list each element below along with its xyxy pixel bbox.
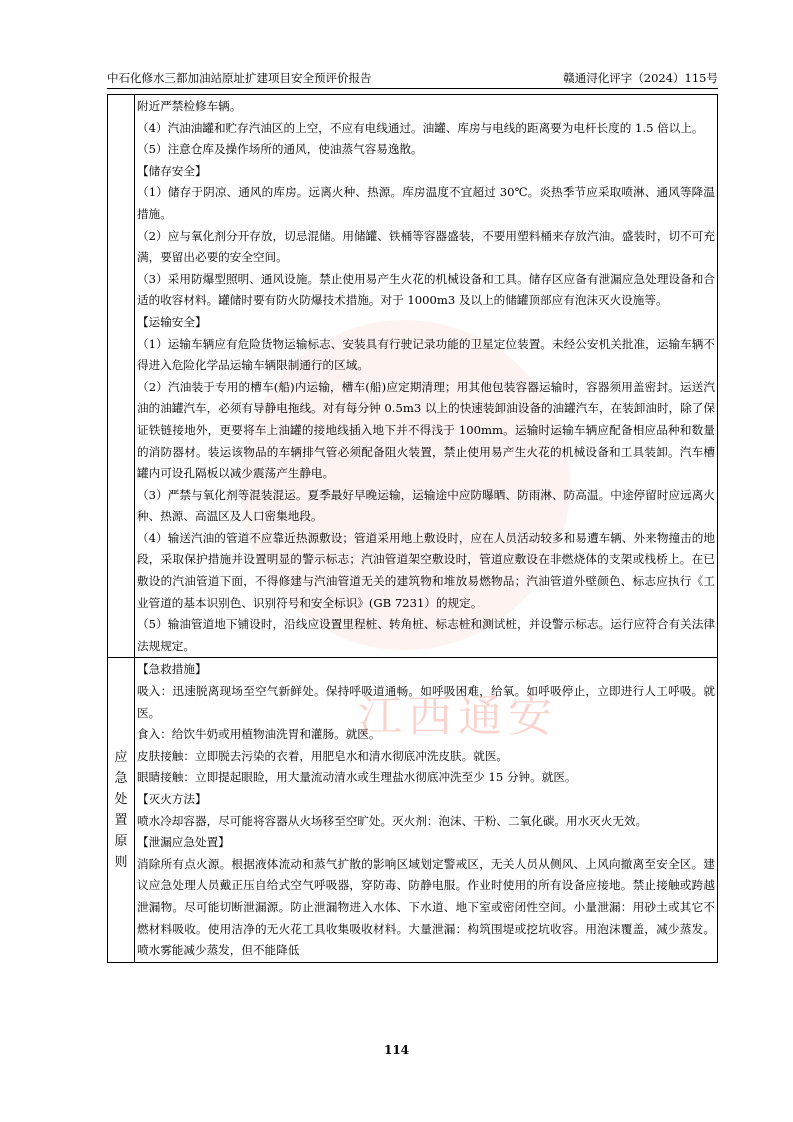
paragraph: （3）严禁与氧化剂等混装混运。夏季最好早晚运输，运输途中应防曝晒、防雨淋、防高温。中途停留时应远离火种、热源、高温区及人口密集地段。 [137, 487, 715, 524]
paragraph: （4）输送汽油的管道不应靠近热源敷设；管道采用地上敷设时，应在人员活动较多和易遭车辆、外来物撞击的地段，采取保护措施并设置明显的警示标志；汽油管道架空敷设时，管道应敷设在非燃烧体的支架或栈桥上。在已敷设的汽油管道下面，不得修建与汽油管道无关的建筑物和堆放易燃物品；汽油管道外壁颜色、标志应执行《工业管道的基本识别色、识别符号和安全标识》(GB 7231）的规定。 [137, 530, 715, 610]
row-label-emergency [108, 658, 135, 961]
paragraph: （5）注意仓库及操作场所的通风，使油蒸气容易逸散。 [137, 142, 423, 157]
paragraph: （4）汽油油罐和贮存汽油区的上空，不应有电线通过。油罐、库房与电线的距离要为电杆长度的 1.5 倍以上。 [137, 120, 704, 135]
label-char: 处 [114, 792, 128, 808]
paragraph: 消除所有点火源。根据液体流动和蒸气扩散的影响区域划定警戒区，无关人员从侧风、上风向撤离至安全区。建议应急处理人员戴正压自给式空气呼吸器，穿防毒、防静电服。作业时使用的所有设备应接地。禁止接触或跨越泄漏物。尽可能切断泄漏源。防止泄漏物进入水体、下水道、地下室或密闭性空间。小量泄漏：用砂土或其它不燃材料吸收。使用洁净的无火花工具收集吸收材料。大量泄漏：构筑围堤或挖坑收容。用泡沫覆盖，减少蒸发。喷水雾能减少蒸发，但不能降低 [137, 856, 715, 958]
row-label-empty [108, 95, 135, 657]
section-heading: 【灭火方法】 [137, 792, 207, 806]
header-report-title: 中石化修水三都加油站原址扩建项目安全预评价报告 [107, 71, 372, 85]
paragraph: （3）采用防爆型照明、通风设施。禁止使用易产生火花的机械设备和工具。储存区应备有泄漏应急处理设备和合适的收容材料。罐储时要有防火防爆技术措施。对于 1000m3 及以上的储罐顶部应有泡沫灭火设施等。 [137, 271, 715, 308]
label-char: 应 [114, 750, 128, 766]
paragraph: （1）储存于阴凉、通风的库房。远离火种、热源。库房温度不宜超过 30℃。炎热季节应采取喷淋、通风等降温措施。 [137, 185, 715, 221]
vertical-label [114, 747, 127, 873]
row-content-emergency [135, 658, 717, 961]
header-divider [107, 88, 718, 89]
paragraph: 附近严禁检修车辆。 [137, 99, 242, 113]
label-char: 原 [114, 834, 128, 850]
content-table [107, 94, 718, 963]
label-char: 则 [114, 855, 128, 871]
section-heading: 【储存安全】 [137, 163, 207, 178]
paragraph: （2）应与氧化剂分开存放，切忌混储。用储罐、铁桶等容器盛装，不要用塑料桶来存放汽油。盛装时，切不可充满，要留出必要的安全空间。 [137, 228, 715, 265]
header-report-number: 赣通浔化评字（2024）115号 [563, 71, 718, 85]
paragraph: 皮肤接触：立即脱去污染的衣着，用肥皂水和清水彻底冲洗皮肤。就医。 [137, 748, 509, 763]
paragraph: 喷水冷却容器，尽可能将容器从火场移至空旷处。灭火剂：泡沫、干粉、二氧化碳。用水灭火无效。 [137, 813, 648, 828]
page-header [107, 70, 718, 88]
row-content-transport [135, 95, 717, 657]
paragraph: （2）汽油装于专用的槽车(船)内运输，槽车(船)应定期清理；用其他包装容器运输时，容器须用盖密封。运送汽油的油罐汽车，必须有导静电拖线。对有每分钟 0.5m3 以上的快速装卸油设备的油罐汽车，在装卸油时，除了保证铁链接地外，更要将车上油罐的接地线插入地下并不得浅于 100mm。运输时运输车辆应配备相应品种和数量的消防器材。装运该物品的车辆排气管必须配备阻火装置，禁止使用易产生火花的机械设备和工具装卸。汽车槽罐内可设孔隔板以减少震荡产生静电。 [137, 379, 715, 481]
paragraph: （5）输油管道地下铺设时，沿线应设置里程桩、转角桩、标志桩和测试桩，并设警示标志。运行应符合有关法律法规规定。 [137, 617, 715, 653]
watermark-text: 江西通安 [358, 691, 558, 742]
page-number: 114 [383, 1043, 410, 1057]
paragraph: （1）运输车辆应有危险货物运输标志、安装具有行驶记录功能的卫星定位装置。未经公安机关批准，运输车辆不得进入危险化学品运输车辆限制通行的区域。 [137, 336, 715, 373]
paragraph: 食入：给饮牛奶或用植物油洗胃和灌肠。就医。 [137, 727, 381, 742]
paragraph: 眼睛接触：立即提起眼睑，用大量流动清水或生理盐水彻底冲洗至少 15 分钟。就医。 [137, 770, 577, 785]
label-char: 急 [114, 771, 128, 787]
section-heading: 【泄漏应急处置】 [137, 835, 230, 850]
section-heading: 【运输安全】 [137, 314, 207, 329]
section-heading: 【急救措施】 [137, 662, 207, 677]
paragraph: 吸入：迅速脱离现场至空气新鲜处。保持呼吸道通畅。如呼吸困难，给氧。如呼吸停止，立即进行人工呼吸。就医。 [137, 684, 715, 720]
label-char: 置 [114, 813, 128, 829]
table-row-emergency [108, 657, 717, 961]
table-row-transport [108, 95, 717, 657]
